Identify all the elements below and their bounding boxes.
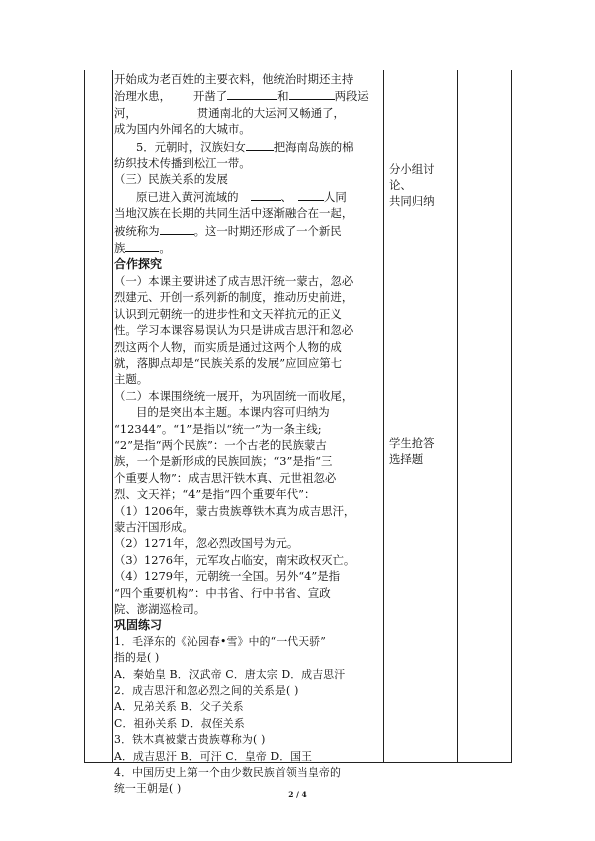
text-line: （2）1271年，忽必烈改国号为元。 <box>114 536 299 551</box>
text: 纺织技术传播到松江一带。 <box>114 156 251 171</box>
text-line: （二）本课围绕统一展开，为巩固统一而收尾， <box>114 388 354 403</box>
text: 开始成为老百姓的主要衣料，他统治时期还主持 <box>114 72 354 86</box>
text-line: 族，一个是新形成的民族回族；“3”是指“三 <box>114 454 333 469</box>
text-line <box>114 87 382 104</box>
text: 人同 <box>323 189 347 204</box>
text: 把海南岛族的棉 <box>273 139 354 154</box>
side-note-line: 论、 <box>389 178 412 192</box>
text-line: 性。学习本课容易误认为只是讲成吉思汗和忽必 <box>114 323 354 338</box>
table-divider-3 <box>457 70 458 763</box>
table-divider-2 <box>383 70 384 763</box>
text: 5．元朝时，汉族妇女 <box>136 139 246 154</box>
text: 被统称为 <box>114 223 160 238</box>
side-note-line: 分小组讨 <box>389 162 435 176</box>
text-line: 烈、文天祥；“4”是指“四个重要年代”： <box>114 487 316 502</box>
text-line <box>114 205 382 221</box>
side-note-group-discussion <box>389 161 435 209</box>
table-border-left <box>84 70 85 763</box>
text: 贯通南北的大运河又畅通了， <box>196 105 345 120</box>
text-line: 就，落脚点却是“民族关系的发展”应回应第七 <box>114 355 343 370</box>
text-line <box>114 222 382 239</box>
text-line: “12344”。“1”是指以“统一”为一条主线; <box>114 421 322 436</box>
text-line: （一）本课主要讲述了成吉思汗统一蒙古，忽必 <box>114 273 354 288</box>
text-line: 烈建元、开创一系列新的制度，推动历史前进， <box>114 290 354 305</box>
table-border-right <box>511 70 512 763</box>
fill-blank[interactable] <box>160 222 194 235</box>
text: 治理水患， <box>114 89 171 104</box>
text-line: （3）1276年，元军攻占临安，南宋政权灭亡。 <box>114 552 356 567</box>
text-line: 院、澎湖巡检司。 <box>114 602 206 616</box>
fill-blank[interactable] <box>246 138 274 151</box>
question-4-cont: 统一王朝是( ) <box>114 782 182 796</box>
text-line: “2”是指“两个民族”：一个古老的民族蒙古 <box>114 437 327 452</box>
text-line: 目的是突出本主题。本课内容可归纳为 <box>136 405 330 420</box>
text-line <box>114 188 382 205</box>
text-line: 烈这两个人物，而实质是通过这两个人物的成 <box>114 339 342 354</box>
question-1-cont: 指的是( ) <box>114 651 160 665</box>
question-3-options: A．成吉思汗 B．可汗 C．皇帝 D．国王 <box>114 749 313 763</box>
text: 和 <box>277 89 289 104</box>
text: 、 <box>280 189 292 204</box>
text-line <box>114 239 382 256</box>
text: 当地汉族在长期的共同生活中逐渐融合在一起， <box>114 206 354 221</box>
text-line <box>114 121 382 137</box>
text-line: 蒙古汗国形成。 <box>114 519 194 534</box>
text-line <box>114 138 382 155</box>
section-title-cooperation: 合作探究 <box>114 257 163 272</box>
side-note-line: 选择题 <box>389 452 424 466</box>
text-line: 个重要人物”：成吉思汗铁木真、元世祖忽必 <box>114 470 337 485</box>
text-line: 主题。 <box>114 372 149 387</box>
question-2-options: A．兄弟关系 B．父子关系 <box>114 700 244 714</box>
text: 两段运 <box>334 89 369 104</box>
side-note-line: 共同归纳 <box>389 194 435 208</box>
question-2-options: C．祖孙关系 D．叔侄关系 <box>114 716 245 730</box>
question-1: 1．毛泽东的《沁园春•雪》中的“一代天骄” <box>114 634 327 648</box>
table-divider-1 <box>112 70 113 763</box>
fill-blank[interactable] <box>251 188 281 201</box>
question-2: 2．成吉思汗和忽必烈之间的关系是( ) <box>114 684 299 698</box>
page-number: 2 / 4 <box>288 790 307 799</box>
text: 河， <box>114 105 137 120</box>
lesson-content <box>114 71 382 798</box>
side-note-quiz <box>389 435 435 467</box>
question-1-options: A．秦始皇 B．汉武帝 C．唐太宗 D．成吉思汗 <box>114 667 346 681</box>
text-line <box>114 71 382 87</box>
text-line <box>114 171 382 187</box>
text-line <box>114 155 382 171</box>
text: 开凿了 <box>192 89 228 104</box>
text-line <box>114 105 382 121</box>
text: 族 <box>114 241 126 256</box>
text-line: “四个重要机构”：中书省、行中书省、宣政 <box>114 585 331 600</box>
section-heading: （三）民族关系的发展 <box>114 172 228 187</box>
fill-blank[interactable] <box>227 87 277 100</box>
text: 成为国内外闻名的大城市。 <box>114 122 251 137</box>
text-line: 认识到元朝统一的进步性和文天祥抗元的正义 <box>114 306 342 321</box>
fill-blank[interactable] <box>298 188 324 201</box>
section-title-practice: 巩固练习 <box>114 618 163 633</box>
text: 。这一时期还形成了一个新民 <box>193 223 342 238</box>
question-4: 4．中国历史上第一个由少数民族首领当皇帝的 <box>114 766 342 780</box>
fill-blank[interactable] <box>125 239 159 252</box>
text-line: （4）1279年，元朝统一全国。另外“4”是指 <box>114 569 340 584</box>
fill-blank[interactable] <box>289 87 335 100</box>
question-3: 3．铁木真被蒙古贵族尊称为( ) <box>114 733 266 747</box>
side-note-line: 学生抢答 <box>389 436 435 450</box>
text-line: （1）1206年，蒙古贵族尊铁木真为成吉思汗， <box>114 503 356 518</box>
text: 原已进入黄河流域的 <box>136 189 239 204</box>
text: 。 <box>159 241 171 256</box>
